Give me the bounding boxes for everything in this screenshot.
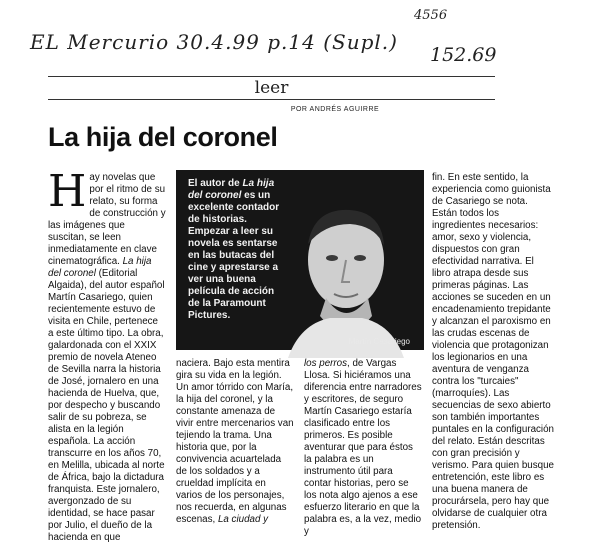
section-header <box>48 76 495 100</box>
article-column-2: naciera. Bajo esta mentira gira su vida en la legión. Un amor tórrido con María, la hija del coronel, y la constante amenaza de vivir entre mercenarios van tejiendo la trama. Una historia que, por la convivencia acuartelada de los soldados y a crueldad implícita en varios de los personajes, nos recuerda, en algunas escenas, La ciudad y <box>176 358 294 525</box>
col3-book-title: los perros <box>304 358 348 369</box>
handwritten-code: 4556 <box>414 8 448 23</box>
handwritten-source-note: EL Mercurio 30.4.99 p.14 (Supl.) <box>30 30 398 54</box>
photo-caption: El autor de La hija del coronel es un excelente contador de historias. Empezar a leer su novela es sentarse en las butacas del cine y aprestarse a ver una buena película de acción de la Paramount Pictures. <box>188 178 280 321</box>
byline: POR ANDRÉS AGUIRRE <box>290 106 380 113</box>
article-column-4: fin. En este sentido, la experiencia como guionista de Casariego se nota. Están todos los ingredientes necesarios: amor, sexo y violencia, dispuestos con gran efectividad narrativa. El libro atrapa desde sus primeras páginas. Las acciones se suceden en un encadenamiento trepidante y alcanzan el paroxismo en las crudas escenas de violencia que protagonizan los legionarios en una aventura de venganza contra los "turcaies" (marroquíes). Las secuencias de sexo abierto son también importantes puntales en la configuración del relato. Están descritas con gran precisión y verismo. Para quien busque entretención, este libro es una buena manera de procurársela, pero hay que olvidarse de cualquier otra pretensión. <box>432 172 555 531</box>
author-portrait <box>280 198 410 358</box>
col2-book-title: La ciudad y <box>217 514 269 525</box>
col1-book-title: La hija del coronel <box>48 256 152 279</box>
col1-text-b: (Editorial Algaida), del autor español Martín Casariego, quien recientemente estuvo de visita en Chile, pertenece a este último tipo. La obra, galardonada con el XXIX premio de novela Ateneo de Sevilla narra la historia de José, jornalero en una hacienda de Huelva, que, por despecho y buscando salir de su pobreza, se alista en la legión española. La acción transcurre en los años 70, en Melilla, ubicada al norte de África, bajo la dictadura franquista. Este jornalero, avergonzado de su identidad, se hace pasar por Julio, el dueño de la hacienda en que <box>48 268 165 543</box>
section-label: leer <box>254 78 289 98</box>
col1-text-a: ay novelas que por el ritmo de su relato, su forma de construcción y las imágenes que suscitan, se leen inmediatamente en clave cinematográfica. <box>48 172 166 267</box>
article-title: La hija del coronel <box>48 122 278 152</box>
article-column-3: los perros, de Vargas Llosa. Si hiciéramos una diferencia entre narradores y escritores, de seguro Martín Casariego estaría clasificado entre los primeros. Es posible aventurar que para éstos la palabra es un instrumento útil para contar historias, pero se los nota algo ajenos a ese esfuerzo literario en que la palabra es, a la vez, medio y <box>304 358 422 537</box>
article-column-1 <box>48 166 166 543</box>
photo-caption-book-title: La hija del coronel <box>188 178 275 201</box>
handwritten-number: 152.69 <box>430 44 497 66</box>
photo-credit: Martín Casariego <box>348 337 410 346</box>
author-photo <box>176 170 424 350</box>
drop-cap: H <box>48 166 87 217</box>
